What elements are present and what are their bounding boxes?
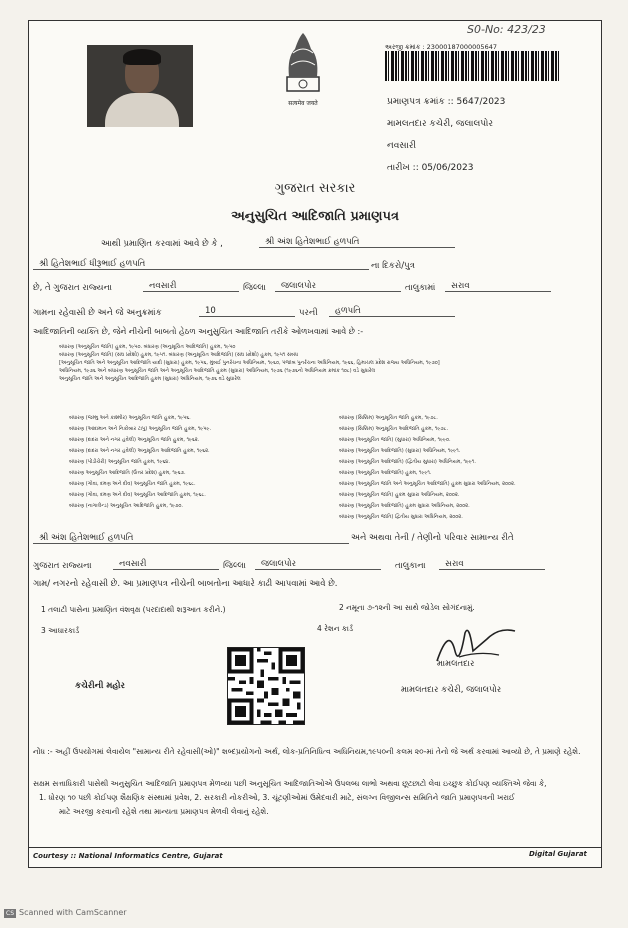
issue-date: તારીખ :: 05/06/2023 bbox=[387, 163, 474, 173]
taluka-value-2: જલાલપોર bbox=[255, 559, 381, 570]
declaration-text: આદિજાતિની વ્યક્તિ છે, જેને નીચેની બાબતો હેઠળ અનુસુચિત આદિજાતિ તરીકે ઓળખવામાં આવે છે :- bbox=[33, 327, 364, 336]
village-value-2: સરાવ bbox=[439, 559, 545, 570]
emblem-motto: सत्यमेव जयते bbox=[288, 100, 318, 107]
document-item-4: 4 રેશન કાર્ડ bbox=[317, 624, 354, 633]
application-number: અરજી ક્રમાંક : 23000187000005647 bbox=[385, 43, 497, 51]
camscanner-icon: CS bbox=[6, 910, 14, 917]
certificate-page bbox=[28, 20, 602, 868]
order-list-left bbox=[69, 413, 319, 512]
courtesy-text: Courtesy :: National Informatics Centre, Gujarat bbox=[33, 852, 223, 860]
taluka-label-2: તાલુકાના bbox=[395, 561, 426, 571]
basis-line: ગામ/ નગરનો રહેવાસી છે. આ પ્રમાણપત્ર નીચેની બાબતોના આધારે કાઢી આપવામાં આવે છે. bbox=[33, 579, 338, 589]
taluka-value: જલાલપોર bbox=[275, 281, 401, 292]
family-label: અને અથવા તેની / તેણીનો પરિવાર સામાન્ય રીતે bbox=[351, 533, 514, 543]
certify-label: આથી પ્રમાણિત કરવામાં આવે છે કે , bbox=[101, 239, 223, 249]
issuing-office: મામલતદાર કચેરી, જલાલપોર bbox=[387, 119, 494, 129]
applicant-photo bbox=[87, 45, 193, 127]
document-item-3: 3 આધારકાર્ડ bbox=[41, 626, 80, 635]
parent-name: શ્રી હિતેશભાઈ ધીરૂભાઈ હળપતિ bbox=[33, 259, 369, 270]
digital-gujarat-text: Digital Gujarat bbox=[529, 850, 587, 858]
order-line: બંધારણ (અનુસૂચિત જાતિ અને અનુસૂચિત આદિજાતિ) હુકમ સુધારા અધિનિયમ, ૨૦૦૨. bbox=[339, 481, 516, 487]
order-line: બંધારણ (અનુસૂચિત આદિજાતિ) હુકમ, ૧૯૯૧. bbox=[339, 470, 432, 476]
district-value-2: નવસારી bbox=[113, 559, 219, 570]
order-line: બંધારણ (ગોવા, દમણ અને દીવ) અનુસૂચિત આદિજાતિ હુકમ, ૧૯૬૮. bbox=[69, 492, 206, 498]
handwritten-number: S0-No: 423/23 bbox=[467, 23, 546, 36]
order-line: બંધારણ (અનુસૂચિત જાતિ) (સુધારા) અધિનિયમ, ૧૯૯૦. bbox=[339, 437, 451, 443]
order-line: બંધારણ (દાદરા અને નગર હવેલી) અનુસૂચિત જાતિ હુકમ, ૧૯૬૨. bbox=[69, 437, 200, 443]
son-daughter-label: ના દિકરો/પુત્ર bbox=[371, 261, 415, 271]
footer-divider bbox=[29, 847, 601, 848]
village-value: સરાવ bbox=[445, 281, 551, 292]
order-line: બંધારણ (અનુસૂચિત જાતિ) (સંઘ પ્રદેશો) હુકમ, ૧૯૫૧. બંધારણ (અનુસૂચિત આદિજાતિ) (સંઘ પ્રદેશો) હુકમ, ૧૯૫૧ સંબંધ bbox=[59, 352, 299, 358]
qr-code bbox=[227, 647, 305, 725]
barcode bbox=[385, 51, 561, 81]
instruction-text-2: 1. ધોરણ ૧૦ પછી કોઈપણ શૈક્ષણિક સંસ્થામાં પ્રવેશ, 2. સરકારી નોકરીઓ, 3. ચૂંટણીઓમાં ઉમેદવારી માટે, સંલગ્ન વિજીલન્સ સમિતિને જાતિ પ્રમાણપત્રની ખરાઈ bbox=[39, 793, 515, 802]
serial-number: 10 bbox=[199, 306, 295, 317]
district-value: નવસારી bbox=[143, 281, 239, 292]
order-line: [અનુસૂચિત જાતિ અને અનુસૂચિત આદિજાતિ યાદી (સુધારા) હુકમ, ૧૯૫૬, મુંબઈ પુનર્રચના અધિનિયમ, ૧૯૬૦, પંજાબ પુનર્રચના અધિનિયમ, ૧૯૬૬, હિમાચલ પ્રદેશ રાજ્ય અધિનિયમ, ૧૯૭૦] bbox=[59, 360, 440, 366]
order-line: બંધારણ (નાગાલેન્ડ) અનુસૂચિત આદિજાતિ હુકમ, ૧૯૭૦. bbox=[69, 503, 183, 509]
signatory-title: મામલતદાર bbox=[437, 659, 475, 669]
order-line: બંધારણ (ગોવા, દમણ અને દીવ) અનુસૂચિત જાતિ હુકમ, ૧૯૬૮. bbox=[69, 481, 196, 487]
district-label: જિલ્લા bbox=[243, 283, 266, 293]
state-label-2: ગુજરાત રાજ્યના bbox=[33, 561, 92, 571]
issuing-district: નવસારી bbox=[387, 141, 417, 151]
village-label: ગામના રહેવાસી છે અને જે અનુક્રમાંક bbox=[33, 308, 162, 318]
order-list-top bbox=[59, 343, 589, 383]
tribe-name: હળપતિ bbox=[329, 306, 455, 317]
government-title: ગુજરાત સરકાર bbox=[274, 181, 356, 196]
order-line: અધિનિયમ, ૧૯૭૬ અને બંધારણ અનુસૂચિત જાતિ અને અનુસૂચિત આદિજાતિ હુકમ (સુધારા) અધિનિયમ, ૧૯૭૬ (૧૯૭૬નો અધિનિયમ ક્રમાંક ૧૦૮) વડે સુધારેલ bbox=[59, 368, 376, 374]
order-line: અનુસૂચિત જાતિ અને અનુસૂચિત આદિજાતિ હુકમ (સુધારા) અધિનિયમ, ૧૯૭૬ વડે સુધારેલ bbox=[59, 376, 241, 382]
order-line: બંધારણ (અનુસૂચિત આદિજાતિ) (દ્વિતીય સુધારા) અધિનિયમ, ૧૯૯૧. bbox=[339, 459, 476, 465]
order-line: બંધારણ (આંદામાન અને નિકોબાર ટાપુ) અનુસૂચિત જાતિ હુકમ, ૧૯૫૯. bbox=[69, 426, 212, 432]
order-line: બંધારણ (પોંડીચેરી) અનુસૂચિત જાતિ હુકમ, ૧૯૬૪. bbox=[69, 459, 170, 465]
signatory-office: મામલતદાર કચેરી, જલાલપોર bbox=[401, 685, 502, 695]
resident-name: શ્રી અંશ હિતેશભાઈ હળપતિ bbox=[33, 533, 349, 544]
order-line: બંધારણ (અનુસૂચિત જાતિ) હુકમ, ૧૯૫૦. બંધારણ (અનુસૂચિત આદિજાતિ) હુકમ, ૧૯૫૦ bbox=[59, 344, 236, 350]
certificate-title: અનુસુચિત આદિજાતિ પ્રમાણપત્ર bbox=[231, 209, 399, 224]
order-line: બંધારણ (અનુસૂચિત જાતિ) દ્વિતીય સુધારા અધિનિયમ, ૨૦૦૨. bbox=[339, 514, 463, 520]
district-label-2: જિલ્લા bbox=[223, 561, 246, 571]
tribe-label: પરની bbox=[299, 308, 318, 318]
document-item-1: 1 તલાટી પાસેના પ્રમાણિત વંશવૃક્ષ (પરદાદાથી શરૂઆત કરીને.) bbox=[41, 605, 226, 614]
office-seal-label: કચેરીની મહોર bbox=[75, 681, 125, 691]
document-item-2: 2 નમૂના ૭-૧૨ની આ સાથે જોડેલ સોગંદનામું. bbox=[339, 603, 475, 612]
order-line: બંધારણ (જમ્મુ અને કાશ્મીર) અનુસૂચિત જાતિ હુકમ, ૧૯૫૬. bbox=[69, 415, 191, 421]
order-line: બંધારણ (અનુસૂચિત આદિજાતિ) હુકમ સુધારા અધિનિયમ, ૨૦૦૨. bbox=[339, 503, 470, 509]
order-line: બંધારણ અનુસૂચિત આદિજાતિ (ઉત્તર પ્રદેશ) હુકમ, ૧૯૬૭. bbox=[69, 470, 186, 476]
scanner-text: Scanned with CamScanner bbox=[19, 908, 127, 917]
order-line: બંધારણ (સિક્કિમ) અનુસૂચિત જાતિ હુકમ, ૧૯૭૮. bbox=[339, 415, 438, 421]
order-list-right bbox=[339, 413, 589, 523]
scanner-watermark bbox=[4, 908, 127, 918]
order-line: બંધારણ (દાદરા અને નગર હવેલી) અનુસૂચિત આદિજાતિ હુકમ, ૧૯૬૨. bbox=[69, 448, 210, 454]
certificate-number: પ્રમાણપત્ર ક્રમાંક :: 5647/2023 bbox=[387, 97, 506, 107]
order-line: બંધારણ (અનુસૂચિત જાતિ) હુકમ સુધારા અધિનિયમ, ૨૦૦૨. bbox=[339, 492, 460, 498]
order-line: બંધારણ (અનુસૂચિત આદિજાતિ) (સુધારા) અધિનિયમ, ૧૯૯૧. bbox=[339, 448, 461, 454]
order-line: બંધારણ (સિક્કિમ) અનુસૂચિત આદિજાતિ હુકમ, ૧૯૭૮. bbox=[339, 426, 449, 432]
instruction-text: સક્ષમ સત્તાધિકારી પાસેથી અનુસુચિત આદિજાતિ પ્રમાણપત્ર મેળવ્યા પછી અનુસૂચિત આદિજાતિઓએ ઉપલબ્ધ લાભો અથવા છૂટછાટો લેવા ઇચ્છુક કોઈપણ વ્યક્તિએ જેવા કે, bbox=[33, 779, 547, 788]
taluka-label: તાલુકામાં bbox=[405, 283, 436, 293]
national-emblem-icon bbox=[273, 27, 333, 101]
note-text: નોંધ :- અહીં ઉપયોગમાં લેવાયેલ "સામાન્ય રીતે રહેવાસી(ઓ)" શબ્દપ્રયોગનો અર્થ, લોક-પ્રતિનિધિત્વ અધિનિયમ,૧૯૫૦ની કલમ ૨૦-માં તેનો જે અર્થ કરવામાં આવ્યો છે, તે પ્રમાણે રહેશે. bbox=[33, 747, 581, 756]
state-label: છે, તે ગુજરાત રાજ્યના bbox=[33, 283, 112, 293]
applicant-name: શ્રી અંશ હિતેશભાઈ હળપતિ bbox=[259, 237, 455, 248]
instruction-text-3: માટે અરજી કરવાની રહેશે તથા માન્યતા પ્રમાણપત્ર મેળવી લેવાનું રહેશે. bbox=[59, 807, 269, 816]
